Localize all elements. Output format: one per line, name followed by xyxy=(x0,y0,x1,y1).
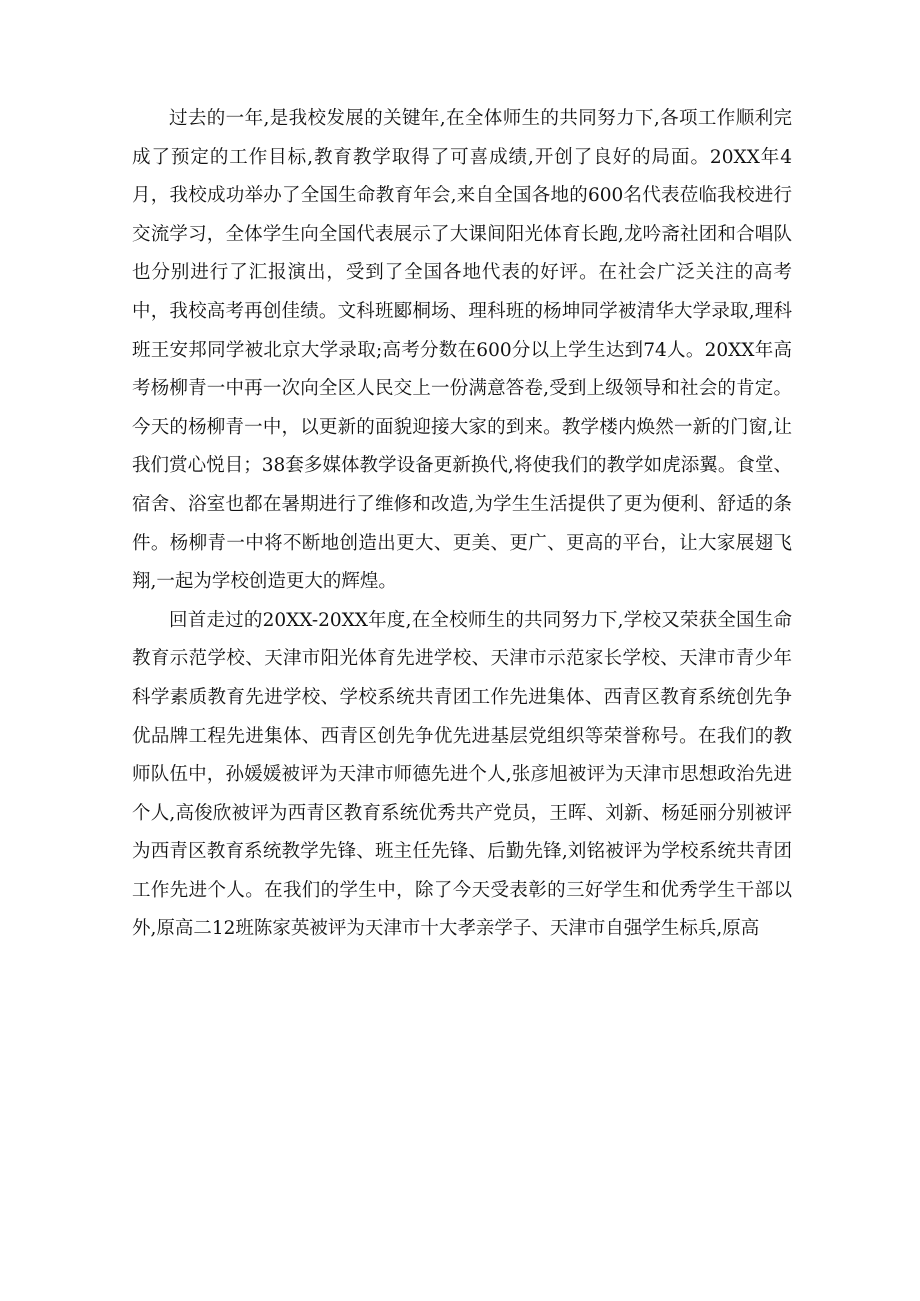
paragraph-2: 回首走过的20XX-20XX年度,在全校师生的共同努力下,学校又荣获全国生命教育示范学校、天津市阳光体育先进学校、天津市示范家长学校、天津市青少年科学素质教育先进学校、学校系统共青团工作先进集体、西青区教育系统创先争优品牌工程先进集体、西青区创先争优先进基层党组织等荣誉称号。在我们的教师队伍中，孙媛媛被评为天津市师德先进个人,张彦旭被评为天津市思想政治先进个人,高俊欣被评为西青区教育系统优秀共产党员，王晖、刘新、杨延丽分别被评为西青区教育系统教学先锋、班主任先锋、后勤先锋,刘铭被评为学校系统共青团工作先进个人。在我们的学生中，除了今天受表彰的三好学生和优秀学生干部以外,原高二12班陈家英被评为天津市十大孝亲学子、天津市自强学生标兵,原高 xyxy=(132,609,792,940)
paragraph-1: 过去的一年,是我校发展的关键年,在全体师生的共同努力下,各项工作顺利完成了预定的工作目标,教育教学取得了可喜成绩,开创了良好的局面。20XX年4月，我校成功举办了全国生命教育年会,来自全国各地的600名代表莅临我校进行交流学习，全体学生向全国代表展示了大课间阳光体育长跑,龙吟斋社团和合唱队也分别进行了汇报演出，受到了全国各地代表的好评。在社会广泛关注的高考中，我校高考再创佳绩。文科班郾桐场、理科班的杨坤同学被清华大学录取,理科班王安邦同学被北京大学录取;高考分数在600分以上学生达到74人。20XX年高考杨柳青一中再一次向全区人民交上一份满意答卷,受到上级领导和社会的肯定。今天的杨柳青一中，以更新的面貌迎接大家的到来。教学楼内焕然一新的门窗,让我们赏心悦目；38套多媒体教学设备更新换代,将使我们的教学如虎添翼。食堂、宿舍、浴室也都在暑期进行了维修和改造,为学生生活提供了更为便利、舒适的条件。杨柳青一中将不断地创造出更大、更美、更广、更高的平台，让大家展翅飞翔,一起为学校创造更大的辉煌。 xyxy=(132,108,792,593)
document-body xyxy=(132,100,792,949)
